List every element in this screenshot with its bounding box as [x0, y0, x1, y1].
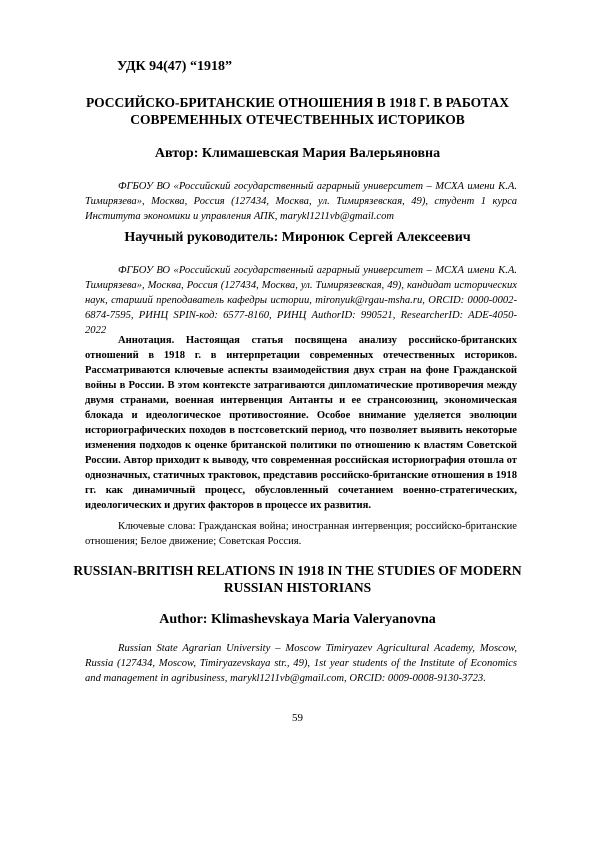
- author-russian: Автор: Климашевская Мария Валерьяновна: [154, 146, 441, 161]
- keywords-russian: Ключевые слова: Гражданская война; иностранная интервенция; российско-британские отношения; Белое движение; Советская Россия.: [85, 521, 517, 547]
- supervisor-affiliation-russian: ФГБОУ ВО «Российский государственный аграрный университет – МСХА имени К.А. Тимирязева», Москва, Россия (127434, Москва, ул. Тимирязевская, 49), кандидат исторических наук, старший преподаватель кафедры истории, mironyuk@rgau-msha.ru, ORCID: 0000-0002-6874-7595, РИНЦ SPIN-код: 6577-8160, РИНЦ AuthorID: 990521, ResearcherID: ADE-4050-2022: [85, 265, 517, 336]
- udk-code: УДК 94(47) “1918”: [117, 59, 232, 74]
- author-english: Author: Klimashevskaya Maria Valeryanovna: [159, 612, 436, 627]
- supervisor-russian: Научный руководитель: Миронюк Сергей Алексеевич: [124, 230, 471, 245]
- abstract-russian: Аннотация. Настоящая статья посвящена анализу российско-британских отношений в 1918 г. в интерпретации современных отечественных историков. Рассматриваются ключевые аспекты взаимодействия двух стран на фоне Гражданской войны в России. В этом контексте затрагиваются дипломатические противоречия между двумя странами, военная интервенция Антанты и ее странсоюзниц, экономическая блокада и идеологическое противостояние. Особое внимание уделяется эволюции историографических походов в постсоветский период, что позволяет выявить некоторые изменения подходов к оценке британской политики по отношению к властям Советской России. Автор приходит к выводу, что современная российская историография отошла от однозначных, статичных трактовок, представив российско-британские отношения в 1918 гг. как динамичный процесс, обусловленный сочетанием военно-стратегических, идеологических и других факторов в процессе их развития.: [85, 335, 517, 511]
- author-affiliation-russian: ФГБОУ ВО «Российский государственный аграрный университет – МСХА имени К.А. Тимирязева», Москва, Россия (127434, Москва, ул. Тимирязевская, 49), студент 1 курса Института экономики и управления АПК, marykl1211vb@gmail.com: [85, 181, 517, 222]
- title-russian: РОССИЙСКО-БРИТАНСКИЕ ОТНОШЕНИЯ В 1918 Г. В РАБОТАХ СОВРЕМЕННЫХ ОТЕЧЕСТВЕННЫХ ИСТОРИКОВ: [85, 95, 510, 127]
- author-affiliation-english: Russian State Agrarian University – Moscow Timiryazev Agricultural Academy, Moscow, Russia (127434, Moscow, Timiryazevskaya str., 49), 1st year students of the Institute of Economics and management in agribusiness, marykl1211vb@gmail.com, ORCID: 0009-0008-9130-3723.: [85, 643, 517, 684]
- page-number: 59: [292, 712, 303, 724]
- title-english: RUSSIAN-BRITISH RELATIONS IN 1918 IN THE STUDIES OF MODERN RUSSIAN HISTORIANS: [73, 563, 522, 595]
